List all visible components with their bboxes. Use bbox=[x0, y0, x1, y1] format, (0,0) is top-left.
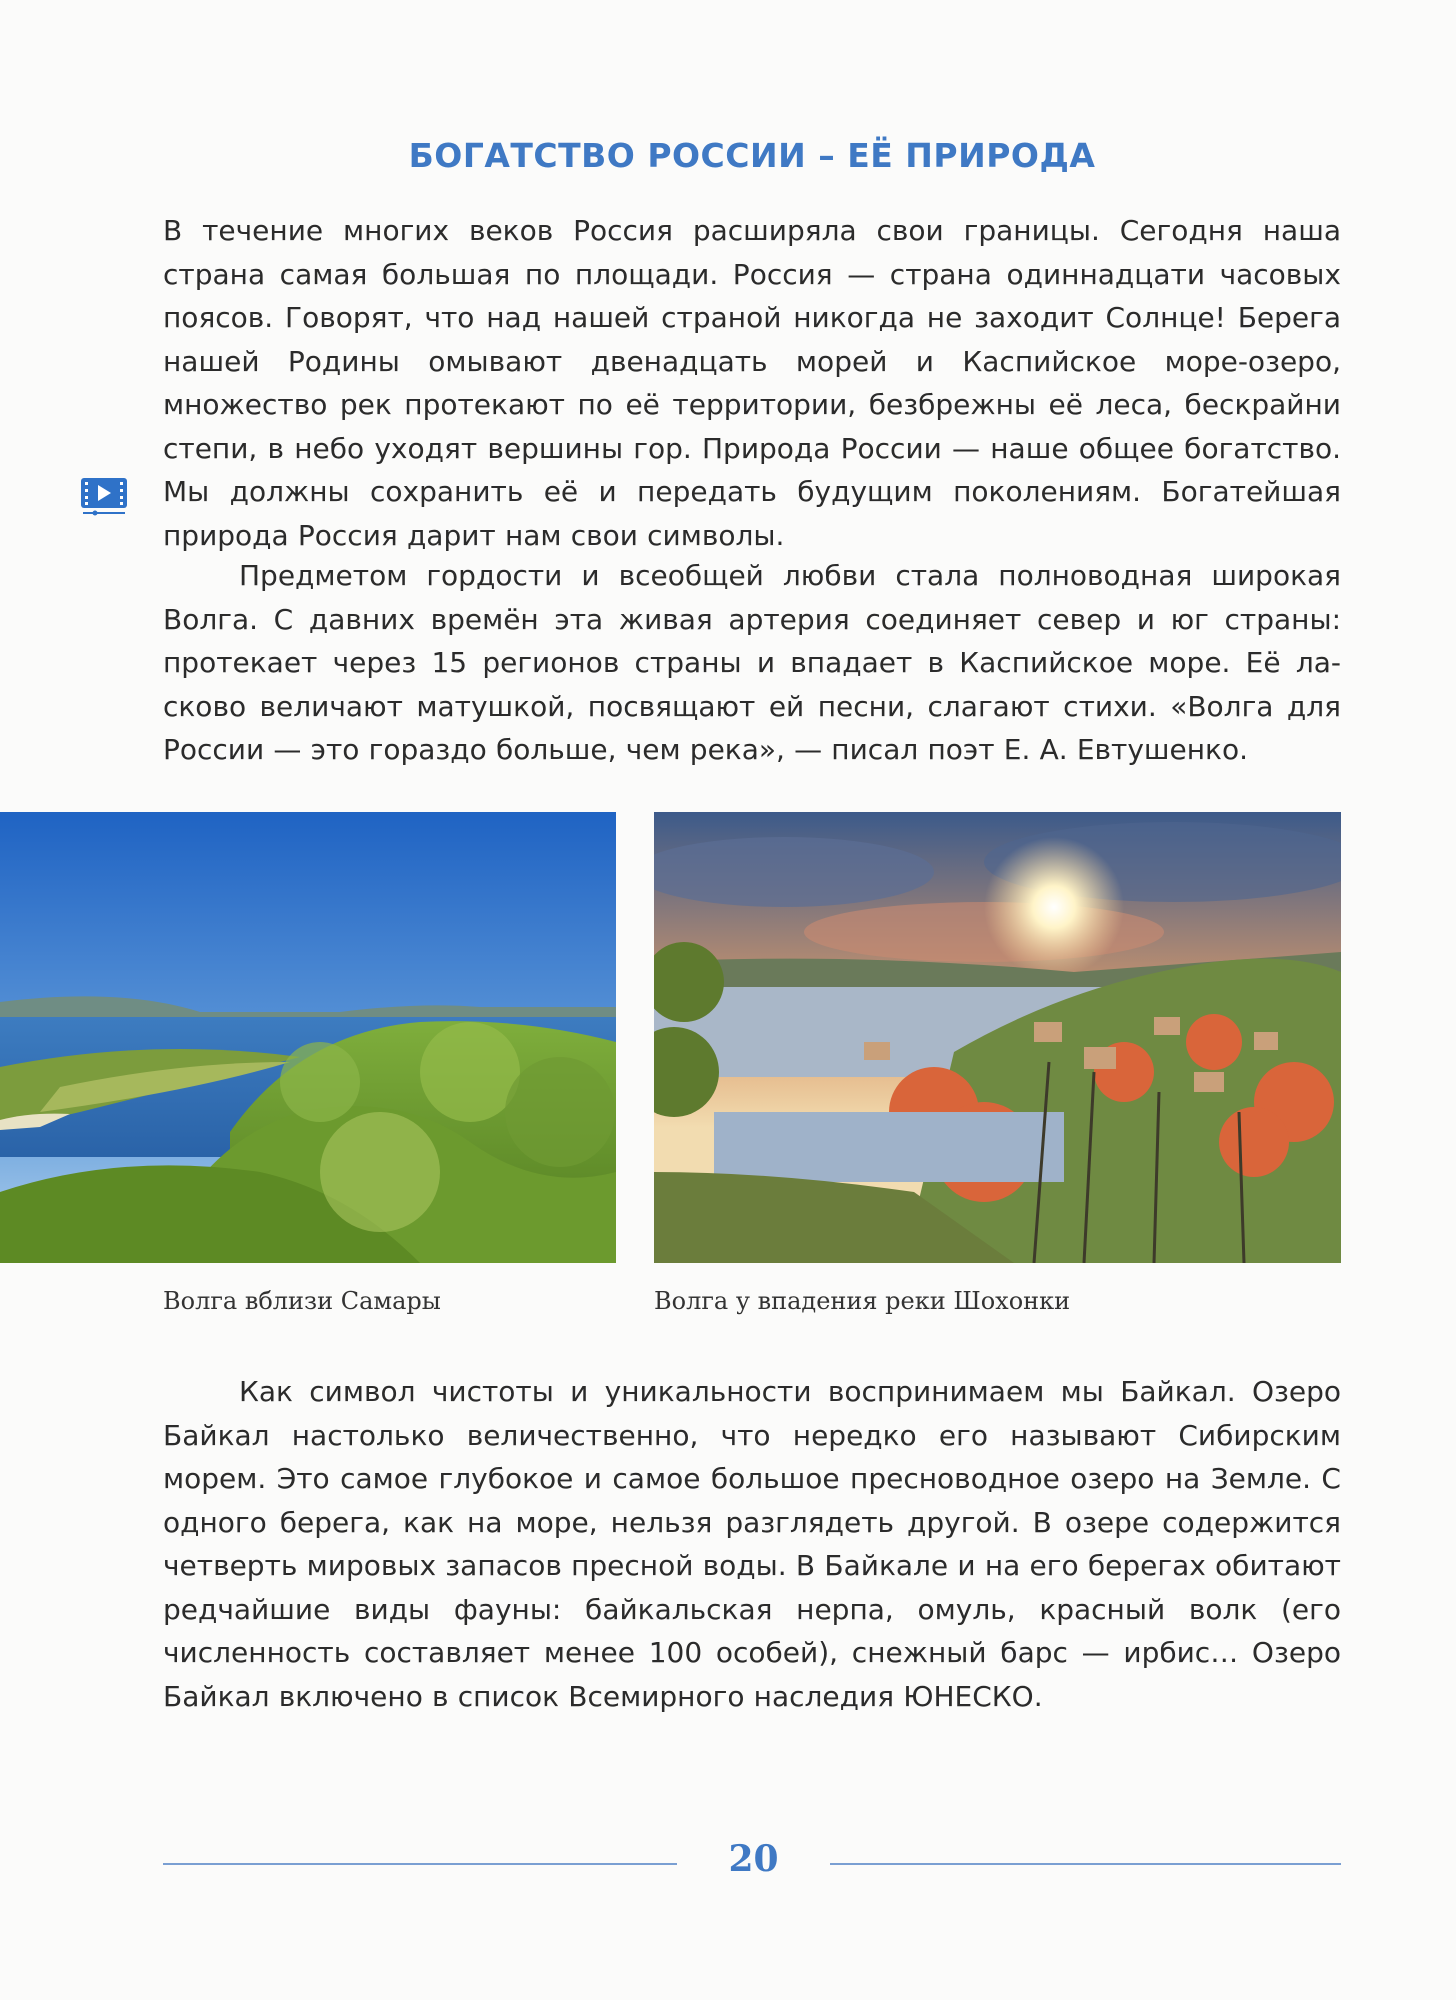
video-play-icon[interactable] bbox=[79, 476, 129, 516]
page-title: БОГАТСТВО РОССИИ – ЕЁ ПРИРОДА bbox=[408, 136, 1096, 175]
footer-divider-right bbox=[830, 1863, 1341, 1865]
photo-volga-shokhonka bbox=[654, 812, 1341, 1263]
caption-volga-samara: Волга вблизи Самары bbox=[163, 1287, 441, 1315]
paragraph-volga: Предметом гордости и всеобщей любви стала полноводная широкая Волга. С давних времён эта живая артерия соединяет север и юг страны: протекает через 15 регионов страны и впадает в Каспийское море. Её ласково величают матушкой, посвящают ей песни, слагают стихи. «Волга для России — это гораздо больше, чем река», — писал поэт Е. А. Евтушенко. bbox=[163, 559, 1341, 766]
page-number: 20 bbox=[728, 1838, 779, 1880]
caption-volga-shokhonka: Волга у впадения реки Шохонки bbox=[654, 1287, 1071, 1315]
paragraph-baikal: Как символ чистоты и уникальности воспринимаем мы Байкал. Озеро Байкал настолько величественно, что нередко его называют Сибирским морем. Это самое глубокое и самое большое пресноводное озеро на Земле. С одного берега, как на море, нельзя разглядеть другой. В озере содержится четверть мировых запасов пресной воды. В Байкале и на его берегах обитают редчайшие виды фауны: байкальская нерпа, омуль, красный волк (его численность составляет менее 100 особей), снежный барс — ирбис… Озеро Байкал включено в список Всемирного наследия ЮНЕСКО. bbox=[163, 1375, 1341, 1713]
paragraph-intro: В течение многих веков Россия расширяла свои границы. Сегодня наша страна самая большая по площади. Россия — страна одиннадцати часовых поясов. Говорят, что над нашей страной никогда не заходит Солнце! Берега нашей Родины омывают двенадцать морей и Каспийское море-озеро, множество рек протекают по её территории, безбрежны её леса, бескрайни степи, в небо уходят вершины гор. Природа России — наше общее богатство. Мы должны сохранить её и передать будущим поколениям. Богатейшая природа Россия дарит нам свои символы. bbox=[163, 214, 1341, 552]
footer-divider-left bbox=[163, 1863, 677, 1865]
photo-volga-samara bbox=[0, 812, 616, 1263]
